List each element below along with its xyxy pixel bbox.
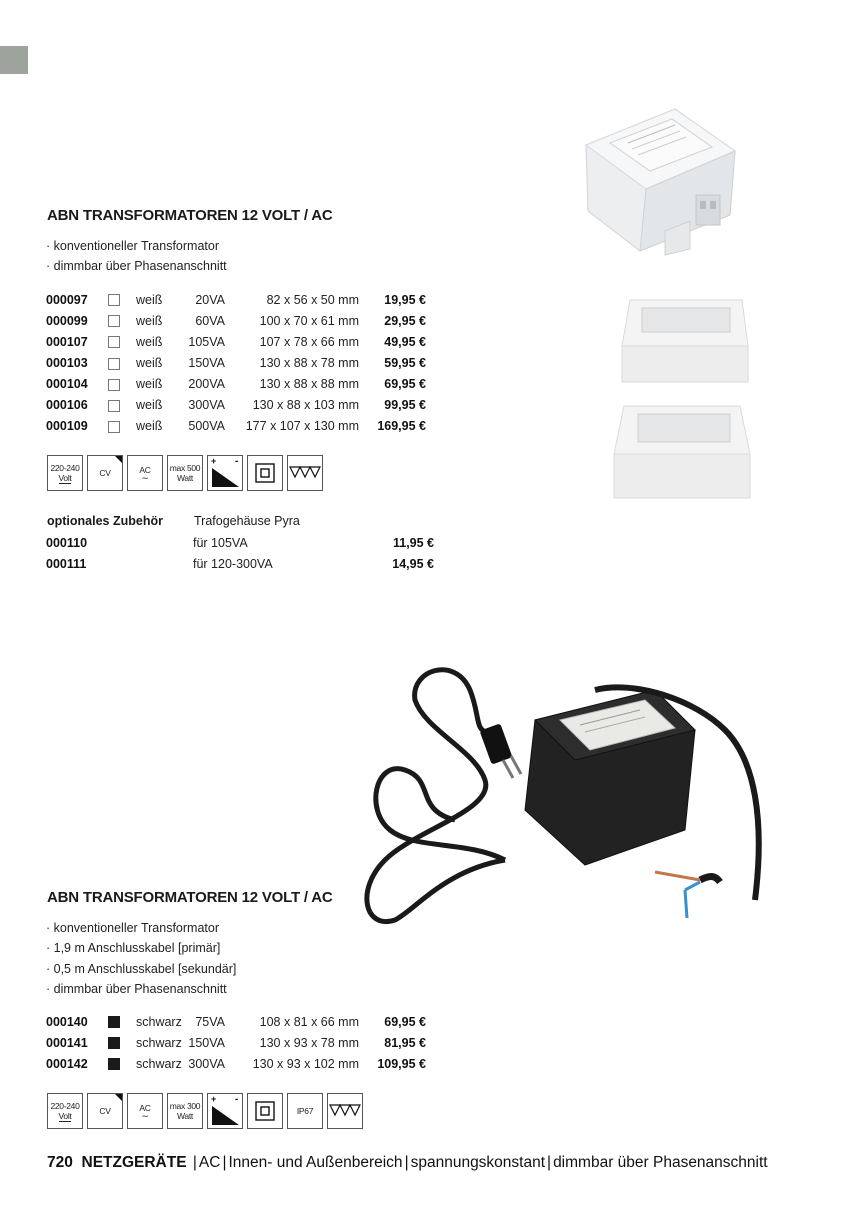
ac-wave-icon: ∼ — [141, 1111, 149, 1121]
section1-icon-row — [47, 455, 323, 491]
product-color: weiß — [136, 419, 163, 434]
corner-mark-icon — [115, 456, 122, 463]
color-swatch-box — [108, 421, 120, 433]
housing-large-image — [612, 404, 752, 500]
product-code: 000110 — [46, 535, 88, 550]
ac-label: AC — [139, 465, 151, 475]
product-price: 81,95 € — [384, 1035, 426, 1050]
color-swatch-box — [108, 400, 120, 412]
housing-small-image — [620, 298, 750, 386]
product-dimensions: 82 x 56 x 50 mm — [266, 292, 359, 307]
color-swatch-box — [108, 379, 120, 391]
color-swatch — [108, 310, 136, 331]
section1-product-table — [46, 289, 426, 437]
color-swatch-box — [108, 1016, 120, 1028]
product-price: 59,95 € — [384, 355, 426, 370]
product-code: 000141 — [46, 1035, 88, 1050]
product-price: 69,95 € — [384, 1014, 426, 1029]
footer-part: AC — [198, 1154, 221, 1171]
color-swatch-box — [108, 358, 120, 370]
mounting-symbol-icon — [287, 455, 323, 491]
product-code: 000109 — [46, 419, 88, 434]
watt-unit-label: Watt — [177, 1111, 193, 1121]
accessories-heading — [47, 514, 300, 528]
product-code: 000104 — [46, 376, 88, 391]
svg-text:+: + — [211, 1094, 216, 1104]
section1-title: ABN TRANSFORMATOREN 12 VOLT / AC — [47, 207, 333, 224]
cv-label: CV — [99, 1106, 111, 1116]
cv-icon — [87, 455, 123, 491]
ac-wave-icon: ∼ — [141, 473, 149, 483]
color-swatch — [108, 1053, 136, 1074]
footer-category: NETZGERÄTE — [81, 1154, 187, 1171]
voltage-unit-label: Volt — [58, 1110, 72, 1121]
section1-features — [46, 236, 227, 277]
product-dimensions: 130 x 88 x 103 mm — [252, 398, 359, 413]
product-description: für 120-300VA — [193, 556, 273, 571]
page-number: 720 — [47, 1154, 73, 1171]
color-swatch-box — [108, 1037, 120, 1049]
product-color: schwarz — [136, 1035, 182, 1050]
section2-title: ABN TRANSFORMATOREN 12 VOLT / AC — [47, 889, 333, 906]
accessories-table — [46, 532, 434, 574]
color-swatch — [108, 331, 136, 352]
white-transformer-image — [580, 103, 740, 258]
voltage-icon — [47, 1093, 83, 1129]
accessories-subheading: Trafogehäuse Pyra — [194, 514, 300, 528]
black-transformer-image — [355, 660, 775, 945]
product-price: 19,95 € — [384, 292, 426, 307]
watt-unit-label: Watt — [177, 473, 193, 483]
product-dimensions: 130 x 88 x 88 mm — [259, 376, 359, 391]
protection-class-icon — [247, 1093, 283, 1129]
table-row — [46, 1011, 426, 1032]
product-price: 169,95 € — [377, 419, 426, 434]
product-dimensions: 177 x 107 x 130 mm — [245, 419, 359, 434]
product-code: 000111 — [46, 556, 87, 571]
cv-label: CV — [99, 468, 111, 478]
color-swatch — [108, 1032, 136, 1053]
product-color: weiß — [136, 398, 163, 413]
protection-class-icon — [247, 455, 283, 491]
product-price: 49,95 € — [384, 334, 426, 349]
product-code: 000140 — [46, 1014, 88, 1029]
color-swatch-box — [108, 315, 120, 327]
color-swatch — [108, 416, 136, 437]
product-color: weiß — [136, 355, 163, 370]
product-code: 000099 — [46, 313, 88, 328]
svg-text:-: - — [235, 456, 239, 467]
product-code: 000103 — [46, 355, 88, 370]
product-power: 300VA — [188, 398, 225, 413]
table-row — [46, 289, 426, 310]
table-row — [46, 373, 426, 394]
product-code: 000106 — [46, 398, 88, 413]
section2-product-table — [46, 1011, 426, 1074]
ac-label: AC — [139, 1103, 151, 1113]
feature-item: · dimmbar über Phasenanschnitt — [46, 981, 227, 996]
color-swatch — [108, 289, 136, 310]
ip-rating-icon — [287, 1093, 323, 1129]
table-row — [46, 310, 426, 331]
color-swatch-box — [108, 294, 120, 306]
product-color: schwarz — [136, 1014, 182, 1029]
page-footer: 720 NETZGERÄTE | AC | Innen- und Außenbereich | spannungskonstant | dimmbar über Phasenanschnitt — [47, 1154, 768, 1171]
feature-item: · konventioneller Transformator — [46, 921, 219, 935]
ip-rating-label: IP67 — [296, 1106, 314, 1116]
max-watt-label: max 300 — [169, 1101, 201, 1111]
product-dimensions: 107 x 78 x 66 mm — [259, 334, 359, 349]
table-row — [46, 352, 426, 373]
product-code: 000097 — [46, 292, 88, 307]
section2-features — [46, 918, 236, 999]
product-dimensions: 130 x 93 x 78 mm — [259, 1035, 359, 1050]
feature-item: · 1,9 m Anschlusskabel [primär] — [46, 941, 221, 956]
product-color: weiß — [136, 334, 163, 349]
product-power: 60VA — [195, 313, 225, 328]
table-row — [46, 416, 426, 437]
feature-item: · 0,5 m Anschlusskabel [sekundär] — [46, 961, 237, 976]
product-dimensions: 130 x 93 x 102 mm — [252, 1056, 359, 1071]
svg-text:+: + — [211, 456, 216, 466]
product-dimensions: 130 x 88 x 78 mm — [259, 355, 359, 370]
chapter-tab-marker — [0, 46, 28, 74]
product-dimensions: 108 x 81 x 66 mm — [259, 1014, 359, 1029]
product-color: weiß — [136, 292, 163, 307]
ac-icon — [127, 1093, 163, 1129]
product-price: 99,95 € — [384, 398, 426, 413]
voltage-icon — [47, 455, 83, 491]
table-row — [46, 553, 434, 574]
product-power: 200VA — [188, 376, 225, 391]
product-power: 500VA — [188, 419, 225, 434]
color-swatch-box — [108, 1058, 120, 1070]
product-price: 109,95 € — [377, 1056, 426, 1071]
section2-icon-row — [47, 1093, 363, 1129]
voltage-range-label: 220-240 — [50, 462, 80, 473]
max-watt-icon — [167, 1093, 203, 1129]
max-watt-icon — [167, 455, 203, 491]
product-power: 300VA — [188, 1056, 225, 1071]
product-price: 29,95 € — [384, 313, 426, 328]
product-color: schwarz — [136, 1056, 182, 1071]
accessories-label: optionales Zubehör — [47, 514, 163, 528]
color-swatch-box — [108, 336, 120, 348]
ac-icon — [127, 455, 163, 491]
product-power: 150VA — [188, 1035, 225, 1050]
footer-part: dimmbar über Phasenanschnitt — [553, 1154, 768, 1171]
table-row — [46, 1032, 426, 1053]
product-dimensions: 100 x 70 x 61 mm — [259, 313, 359, 328]
footer-part: spannungskonstant — [410, 1154, 546, 1171]
voltage-range-label: 220-240 — [50, 1100, 80, 1111]
feature-item: · konventioneller Transformator — [46, 239, 219, 253]
product-power: 105VA — [188, 334, 225, 349]
table-row — [46, 394, 426, 415]
table-row — [46, 1053, 426, 1074]
product-code: 000142 — [46, 1056, 88, 1071]
product-description: für 105VA — [193, 535, 248, 550]
color-swatch — [108, 394, 136, 415]
product-price: 11,95 € — [392, 535, 434, 550]
dimmable-icon — [207, 1093, 243, 1129]
color-swatch — [108, 1011, 136, 1032]
corner-mark-icon — [115, 1094, 122, 1101]
mounting-symbol-icon — [327, 1093, 363, 1129]
product-power: 20VA — [195, 292, 225, 307]
table-row — [46, 331, 426, 352]
product-price: 69,95 € — [384, 376, 426, 391]
product-code: 000107 — [46, 334, 88, 349]
product-price: 14,95 € — [392, 556, 434, 571]
dimmable-icon — [207, 455, 243, 491]
product-power: 150VA — [188, 355, 225, 370]
product-color: weiß — [136, 376, 163, 391]
product-power: 75VA — [195, 1014, 225, 1029]
max-watt-label: max 500 — [169, 463, 201, 473]
footer-part: Innen- und Außenbereich — [228, 1154, 403, 1171]
product-color: weiß — [136, 313, 163, 328]
table-row — [46, 532, 434, 553]
color-swatch — [108, 352, 136, 373]
svg-text:-: - — [235, 1094, 239, 1105]
voltage-unit-label: Volt — [58, 472, 72, 483]
feature-item: · dimmbar über Phasenanschnitt — [46, 259, 227, 274]
color-swatch — [108, 373, 136, 394]
cv-icon — [87, 1093, 123, 1129]
